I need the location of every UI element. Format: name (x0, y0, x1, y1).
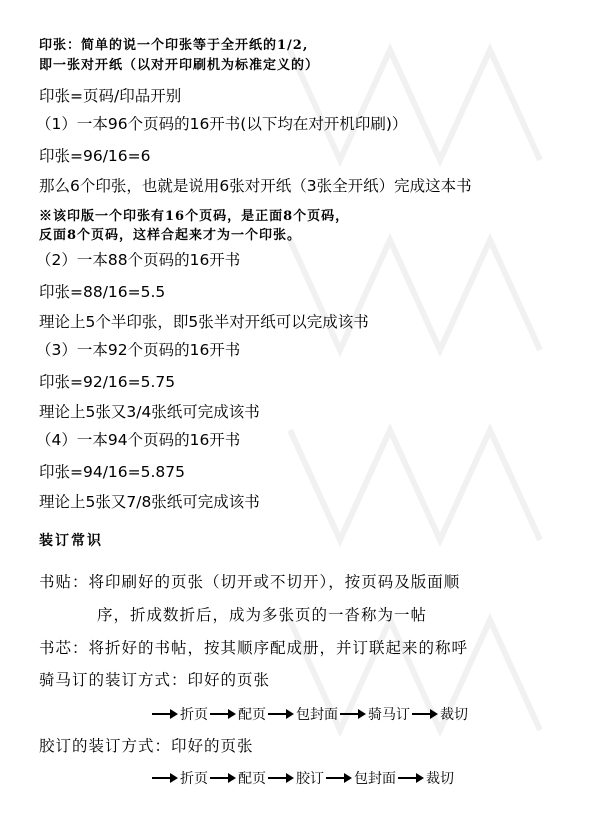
example-1-explain: 那么6个印张，也就是说用6张对开纸（3张全开纸）完成这本书 (39, 177, 472, 195)
example-4-title: （4）一本94个页码的16开书 (36, 431, 241, 449)
flow-step: 配页 (238, 707, 266, 723)
example-4-calc: 印张=94/16=5.875 (39, 463, 186, 481)
flow-step: 配页 (238, 771, 266, 787)
example-1-title: （1）一本96个页码的16开书(以下均在对开机印刷)） (36, 115, 408, 133)
example-1-calc: 印张=96/16=6 (39, 147, 151, 165)
arrow-right-icon (398, 773, 424, 783)
arrow-right-icon (268, 773, 294, 783)
watermark-pattern (280, 40, 580, 800)
arrow-right-icon (210, 709, 236, 719)
perfect-binding-flow (150, 768, 454, 788)
saddle-stitch-flow (150, 704, 468, 724)
section-title: 装订常识 (39, 533, 103, 549)
flow-step: 骑马订 (368, 707, 410, 723)
example-3-calc: 印张=92/16=5.75 (39, 373, 176, 391)
example-2-title: （2）一本88个页码的16开书 (36, 251, 241, 269)
example-3-title: （3）一本92个页码的16开书 (36, 341, 241, 359)
header-line-1: 印张：简单的说一个印张等于全开纸的1/2, (39, 38, 309, 53)
header-line-2: 即一张对开纸（以对开印刷机为标准定义的） (39, 58, 320, 73)
flow-step: 包封面 (296, 707, 338, 723)
example-2-calc: 印张=88/16=5.5 (39, 283, 166, 301)
arrow-right-icon (412, 709, 438, 719)
flow-step: 折页 (180, 707, 208, 723)
flow-step: 裁切 (440, 707, 468, 723)
flow-step: 折页 (180, 771, 208, 787)
perfect-binding-title: 胶订的装订方式：印好的页张 (39, 737, 254, 755)
shuxin-definition: 书芯：将折好的书帖，按其顺序配成册，并订联起来的称呼 (39, 639, 469, 657)
formula-text: 印张=页码/印品开别 (39, 87, 182, 105)
flow-step: 包封面 (354, 771, 396, 787)
arrow-right-icon (210, 773, 236, 783)
flow-step: 裁切 (426, 771, 454, 787)
example-2-explain: 理论上5个半印张，即5张半对开纸可以完成该书 (39, 313, 369, 331)
flow-step: 胶订 (296, 771, 324, 787)
arrow-right-icon (326, 773, 352, 783)
saddle-stitch-title: 骑马订的装订方式：印好的页张 (39, 671, 271, 689)
note-line-1: ※该印版一个印张有16个页码，是正面8个页码， (39, 209, 350, 224)
example-3-explain: 理论上5张又3/4张纸可完成该书 (39, 403, 260, 421)
example-4-explain: 理论上5张又7/8张纸可完成该书 (39, 493, 260, 511)
tiezi-line-1: 书贴：将印刷好的页张（切开或不切开），按页码及版面顺 (39, 573, 461, 591)
arrow-right-icon (152, 773, 178, 783)
arrow-right-icon (340, 709, 366, 719)
arrow-right-icon (268, 709, 294, 719)
arrow-right-icon (152, 709, 178, 719)
note-line-2: 反面8个页码，这样合起来才为一个印张。 (39, 228, 302, 243)
tiezi-line-2: 序，折成数折后，成为多张页的一沓称为一帖 (97, 606, 428, 624)
